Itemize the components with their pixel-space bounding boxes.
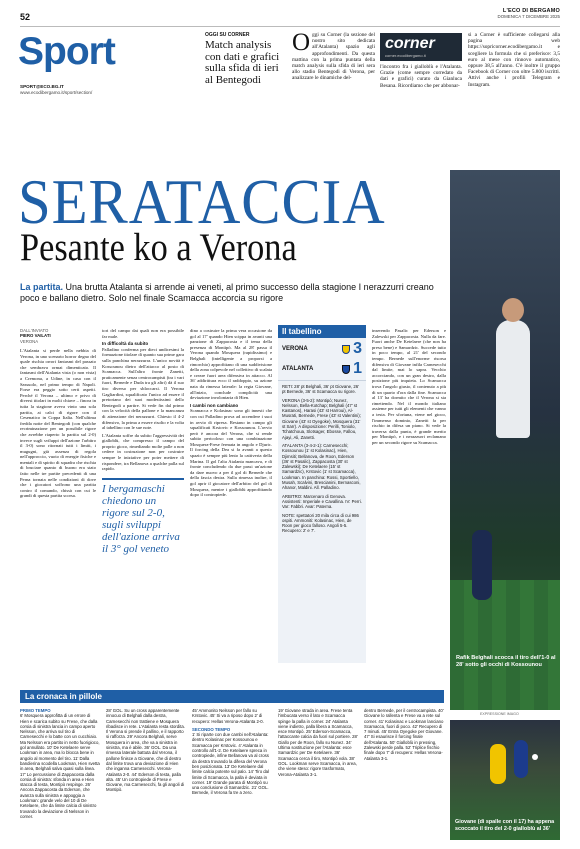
tabellino-box: [278, 325, 366, 663]
pull-quote: I bergamaschi chiedono un rigore sul 2-0, sugli sviluppi dell'azione arriva il 3° gol veneto: [102, 478, 184, 555]
main-headline: SERATACCIA: [18, 166, 386, 237]
promo-col-3: [468, 32, 560, 88]
article-text-3: dino a costruire la prima vera occasione da gol al 17' quando Hien scippa in avanti una panzione di Zappacosta e il tema della presenza di Montipò. Ma al 28' passa il Verona quando Mosquera (rapidissimo) e Belghali (intelligente a proporsi a rimorchio) approfittano di una suddivisione della zona colpevole nel collettivo di scalata e creare fuori area difensiva in attacco. Al 36' addirittura ecco il raddoppio, su azione nata da rimessa laterale: la regia Giovane, all'inizio, conclude complicità una deviazione involontaria di Hien.: [190, 328, 272, 401]
article-text-2b: Palladino conferma per dieci undicesimi la formazione titolare di quanto sua prime gara sulla panchina nerazzurra. L'unico novità è Kossounou dietro dell'attacco al posto di Scamacca. Sull'altro fronte Zanetti, praticamente senza centrocampisti (tra i vari fuori, Bernede e Duda tra gli altri) dà il suo tiro diverso per sbloccarsi. Il Verona Gagliardini, squalificato l'unico ad essere il pretoriano dei suoi modestissimi dello Bentegodi a partire. Si vede fin dal primo con la velocità della pallone e la mancanza di attenzione dei nerazzurri. Chiesto il 4-2 difensivo, la prima a essere risolto e la volta al tabellino con le sue note.: [102, 346, 184, 431]
article-col-3: [190, 328, 272, 663]
promo-col-1: [292, 29, 375, 82]
article-subhead-2: I cambi non cambiano: [190, 402, 239, 408]
tabellino-title: Il tabellino: [278, 325, 366, 338]
corner-logo[interactable]: [380, 33, 462, 61]
promo-text-1: ggi su Corner (la sezione del nostro sito dedicata all'Atalanta) spazio agli approfondimenti. Da questa mattina con la prima puntata della match analysis sulla sfida di ieri sera allo stadio Bentegodi di Verona, per analizzare le dinamiche del-: [292, 32, 375, 82]
cronaca-text-2: 28' GOL. Su un cross apparentemente innocuo di Belghali dalla destra, Carnesecchi non trattiene e Mosquera ribadisce in rete. L'Atalanta resta stordita. Il Verona si prende il pallino, e il rapporto si rafforza. 29' Ancora Belghali, serve Mosquera in area, che va a sinistra in sinistra, ma è abile. 36' GOL. Da una rimessa laterale battuta dal Verona, il pallone finisce a Giovane, che di destro dal limite trova una deviazione di Hien che inganna Carnesecchi. Verona-Atalanta 2-0. 44' Ederson di testa, palla alta. 45' Un contropiede di Frese e Giovane, ma Carnesecchi, fa gli angoli di Montipò.: [106, 708, 185, 793]
cronaca-first-half: PRIMO TEMPO: [20, 708, 51, 713]
masthead: [498, 8, 560, 19]
match-photo-giovane: [450, 720, 560, 840]
giovane-figure: [490, 744, 506, 784]
article-text-3b: Scamacca e Kolasinac sono gli innesti che con cui Palladino prova ad accendere i suoi in avvio di ripresa. Restano in campo gli squalificati Krstovic e Kossounou. L'avvio però è ancora del Verona, che si rende subito pericoloso con una combinazione Mosquera-Frese fermata in angolo e Djuric. Il forcing della Dea si fa avanti a questo spazio è sempre più lento la cattiveria della Marina. Il gol l'alta Atalanta mancava, e di fronte concludendo da due passi un'azione da dare nuovo a per il gol di Bernede che della fascia destra. Sulla rimessa inoltre, il gol aprir il giocatore dell'arbitro del gol di Mosquera, mentre i gialloblù approfittando dopo il contropiede.: [190, 408, 272, 498]
issue-date: DOMENICA 7 DICEMBRE 2025: [497, 14, 560, 19]
photo-credit: EXPRESSIONE IMAGO: [480, 712, 519, 716]
cronaca-text-1: 6' Mosquera approfitta di un errore di Hien e scarica subito su Frese, che dalla corsia di sinistra lancia in campo aperto Nelsson, che arriva sul tiro di Carnesecchi e lo batte con un cucchiaio. Ma Nelsson era partito in netto fuorigioco, gol annullato. 10' De Ketelaere serve Lookman in area, ma lo blocca bene in angolo al momento del tiro. 11' Dalla bandierina scodella Lookman, Hien svetta in area, Belghali salva quasi sulla linea. 17' Lo percussione di Zappacosta dalla corsia di sinistra: sfonda in area e Hien stacca di testa, Montipò respinge. 26' Ancora Zappacosta da Ederson, che avanza sulla sinistra e appoggia a Lookman: grande velo del 10 di De Ketelaere, che da limite calcia di sinistro trovando la deviazione di Nelsson in corner.: [20, 713, 100, 819]
player-head: [502, 298, 524, 322]
article-text-2: tori del campo dai quali non era possibile far male.: [102, 328, 184, 339]
cronaca-text-5: 19' Giovane strada in area. Frese tenta l'imbucata verso il lato e Scamacca spinge la palla in corner. 24' Atalanta viene indietro, palla libera a Scamacca, esce Montipò. 25' Ederson-Scamacca, l'attaccante calcia da fuori sul portiere. 28' Giallo per de Roon, fallo su Nunez. 34' Ultima sostituzione per l'Atalanta: esce Samardzic per De Ketelaere. 36' Scamacca cerca il tiro, Montipò vola. 38' GOL. Lookman serve Scamacca, in area, che viene steso: rigore trasformato, Verona-Atalanta 3-1.: [278, 708, 358, 777]
article-col-1: [20, 348, 96, 663]
defender-figure: [472, 530, 492, 600]
article-col-2: [102, 328, 184, 663]
match-photo-belghali: [450, 170, 560, 710]
team-atalanta: ATALANTA: [282, 366, 314, 372]
article-col-5: [372, 328, 446, 663]
byline-place: VERONA: [20, 338, 39, 344]
pitch-grass: [450, 580, 560, 710]
ball-icon: [532, 754, 538, 760]
byline: [20, 328, 75, 344]
defender-figure-2: [514, 740, 528, 778]
header-rule: [20, 26, 560, 27]
cronaca-col-3: [192, 708, 272, 840]
tabellino-details: [278, 381, 366, 537]
page-number: 52: [20, 12, 31, 22]
verona-crest-icon: [342, 345, 350, 354]
promo-kicker: OGGI SU CORNER: [205, 32, 250, 38]
promo-text-3: si a Corner è sufficiente collegarsi alla pagina web https://sopricorner.ecodibergamo.it e scegliere la formula che si preferisce: 3,5 euro al mese con rinnovo automatico, oppure 38,5 all'anno. C'è inoltre il gruppo Facebook di Corner con oltre 5.800 iscritti. Attivi anche i profili Telegram e Instagram.: [468, 32, 560, 88]
article-text-1: L'Atalanta si perde nella nebbia di Verona, in uno scenario horror degno del quale rischia orrori fantasmi del passato che sembrava ormai dimenticato. Il fantasmi dell'Atalanta vista (o non vista) a Cremona, a Udine, in casa con il Sassuolo, nel primo tempo di Napoli. Forse era peggio sotto certi aspetti. Perché il Verona – ultimo e privo di diversi titolari in molti chiave – finora in tutta la stagione aveva vinto una sola partita, ai calci di rigore con il Cesenatico in Coppa Italia. Nell'ultima fredda notte del Bentegodi (con qualche recriminazione per un possibile rigore che avrebbe riaperto la partita sul 2-0) invece sugli sviluppi dell'azione l'arbitro il 3-0) sono ritornati tutti i limiti, i mugugni, già assenza di regola nell'approccio, vuoto di energie fisiche e mentali e di spirito di squadra che rischia di bruciare quanto di buono era stato fatto nelle tre partite precedenti di una Perna tornata nelle condizioni di dove che i giocatori soffrono una partita contro il comando, chissà con cui le grandi di questa partita scorsa.: [20, 348, 96, 499]
lead-paragraph: [20, 282, 440, 304]
promo-text-2: l'incontro fra i gialloblù e l'Atalanta. Grazie (come sempre corredato da dati e grafici) curato da Gianluca Besana. Ricordiamo che per abbonar-: [380, 64, 462, 89]
corner-logo-text: corner: [385, 35, 435, 52]
score-row-verona: [278, 338, 366, 360]
cronaca-col-5: [364, 708, 444, 840]
score-verona: 3: [353, 340, 362, 357]
photo2-caption: Giovane (di spalle con il 17) ha appena scoccato il tiro del 2-0 gialloblù al 36': [455, 819, 555, 832]
article-text-2c: L'Atalanta soffre da subito l'aggressività dei gialloblù, che compresso il campo del proprio gioco, rimediando molte palle a non cedere in costruzione non per costruire sempre le iniziative per poter mettere di rispondere, tra Bellanova a qualche palla sul rapido.: [102, 432, 184, 472]
tabellino-note: NOTE: spettatori 20 mila circa di cui 986 ospiti. Ammoniti: Kolasinac, Hien, de Roon per gioco falloso. Angoli 5-5. Recupero: 2' e 7'.: [282, 512, 359, 534]
article-subhead-1: In difficoltà da subito: [102, 341, 149, 347]
drop-cap: O: [292, 29, 311, 56]
player-figure: [496, 320, 530, 438]
lead-label: La partita.: [20, 282, 64, 292]
tabellino-atalanta: ATALANTA (3-4-2-1): Carnesecchi; Kossounou (1' st Kolasinac), Hien, Djimsiti; Bellanova, de Roon, Ederson (36' st Pasalic), Zappacosta (30' st Zalewski); De Ketelaere (15' st Samardzic), Krstovic (1' st Scamacca), Lookman. In panchina: Rossi, Sportiello, Musah, Scalvini, Brescianini, Bernasconi, Ahanor, Maldini. All. Palladino.: [282, 442, 361, 491]
promo-col-2: [380, 64, 462, 89]
cronaca-col-1: [20, 708, 100, 840]
cronaca-second-half: SECONDO TEMPO: [192, 726, 231, 732]
cronaca-col-4: [278, 708, 358, 840]
tabellino-verona: VERONA (3-5-2): Montipò; Nunez, Nelsson, Bella-Kotchap; Belghali (47' st Kastanos), Harasi (43' st Harroui), Al-Musrati, Bernede, Frese (43' st Valentini); Giovane (43' st Oyegoke), Mosquera (31' st Sarr). A disposizione: Perilli, Toniolo, Tchatchoua, Slotsager, Ebosse, Fallou, Ajayi, Ali, Zanetti.: [282, 397, 361, 440]
sub-headline: Pesante ko a Verona: [20, 226, 297, 269]
promo-box: [205, 32, 285, 86]
team-verona: VERONA: [282, 346, 308, 352]
tabellino-reti: RETI: 28' pt Belghali, 36' pt Giovane, 26' pt Bernede, 36' st Scamacca su rigore.: [282, 384, 359, 395]
atalanta-crest-icon: [342, 365, 350, 374]
cronaca-text-4: 1' Si riparte con due cambi nell'Atalanta: dentro Kolasinac per Kossounou e Scamacca per Krstovic. 4' Atalanta in controllo all'1-2. De Ketelaere spreca in contropiede, infine Bellanova va al cross da destra trovando la difesa del Verona ben posizionata. 13' De Ketelaere dal limite calcia potente sul palo. 14' Tiro dal limite di Scamacca, la palla è deviata in corner. 19' Grande parata di Montipò su una conclusione di Samardzic. 21' GOL. Bernede, il Verona fa tre a zero.: [192, 732, 270, 796]
cronaca-text-3: 45' Ammonito Nelsson per fallo su Krstovic. 45' Si va a riposo dopo 2' di recupero: Hellas Verona-Atalanta 2-0.: [192, 708, 264, 724]
article-text-5: inserendo Pasalic per Ederson e Zalewski per Zappacosta. Nulla da fare. Fuori anche De Ketelaere (che non ha preso bene) e Samardzic. Succede tutto in poco tempo, al 21' del secondo tempo. Bernede sull'enorme risorsa difensiva di Giovane infila Carnesecchi dal limite, mai lo sapra. Vecchio accorciando, con un gran destro, dalla posizione più inquieta. Lo Scamacca trova l'angolo giusto, il contenuto a più di un quarto d'ora dalla fine. Scamacca al 13' ha dormito che il Verona si sta rimettendo. Nel il mondo italiano assieme per tutti gli elementi che vanno a testa. Per sfortuna, viene nel gioco, l'immenso dominio, Zanetti fa per rischio in difesa un piano. Si vede la traversa dalla punta, è grande merito per Montipò, e i nerazzurri reclamano per un secondo rigore su Scamacca.: [372, 328, 446, 445]
cronaca-text-6: dentro Bernede, per il centrocampista. 40' Giovane lo rallenta e Frese va a rete sul corner. 41' Kolasinac e Lookman lanciano Scamacca, fuori di poco. 42' Recupero di 7 minuti. 45' Entra Oyegoke per Giovane. 47' Si esaurisce il forcing finale dell'Atalanta. 50' Gialloblù in pressing, Zalewski perde palla. 52' Triplice fischio finale dopo 7' di recupero: Hellas Verona-Atalanta 3-1.: [364, 708, 444, 761]
tabellino-arbitro: ARBITRO: Marcenaro di Genova. Assistenti: Imperiale e Cavallina. IV: Perri. Var: Fabbri. Avar: Paterna.: [282, 493, 362, 510]
section-title: Sport: [18, 30, 115, 73]
corner-url: corner.ecodibergamo.it: [385, 53, 426, 58]
cronaca-title: La cronaca in pillole: [20, 690, 444, 703]
score-atalanta: 1: [353, 360, 362, 377]
sport-site[interactable]: www.ecodibergamo.it/sport/section/: [20, 90, 93, 95]
newspaper-name: L'ECO DI BERGAMO: [502, 8, 560, 14]
byline-author: PIERO VAILATI: [20, 333, 51, 339]
cronaca-col-2: [106, 708, 186, 840]
score-row-atalanta: [278, 360, 366, 381]
photo1-caption: Rafik Belghali scocca il tiro dell'1-0 al 28' sotto gli occhi di Kossounou: [456, 655, 556, 668]
byline-from: DALL'INVIATO: [20, 328, 49, 333]
lead-text: Una brutta Atalanta si arrende ai veneti, al primo successo della stagione I nerazzurri creano poco e ballano dietro. Solo nel finale Scamacca accorcia su rigore: [20, 282, 434, 303]
section-contacts: [20, 84, 92, 96]
promo-title: Match analysis con dati e grafici sulla sfida di ieri al Bentegodi: [205, 39, 280, 86]
sport-email[interactable]: SPORT@ECO.BG.IT: [20, 84, 64, 89]
